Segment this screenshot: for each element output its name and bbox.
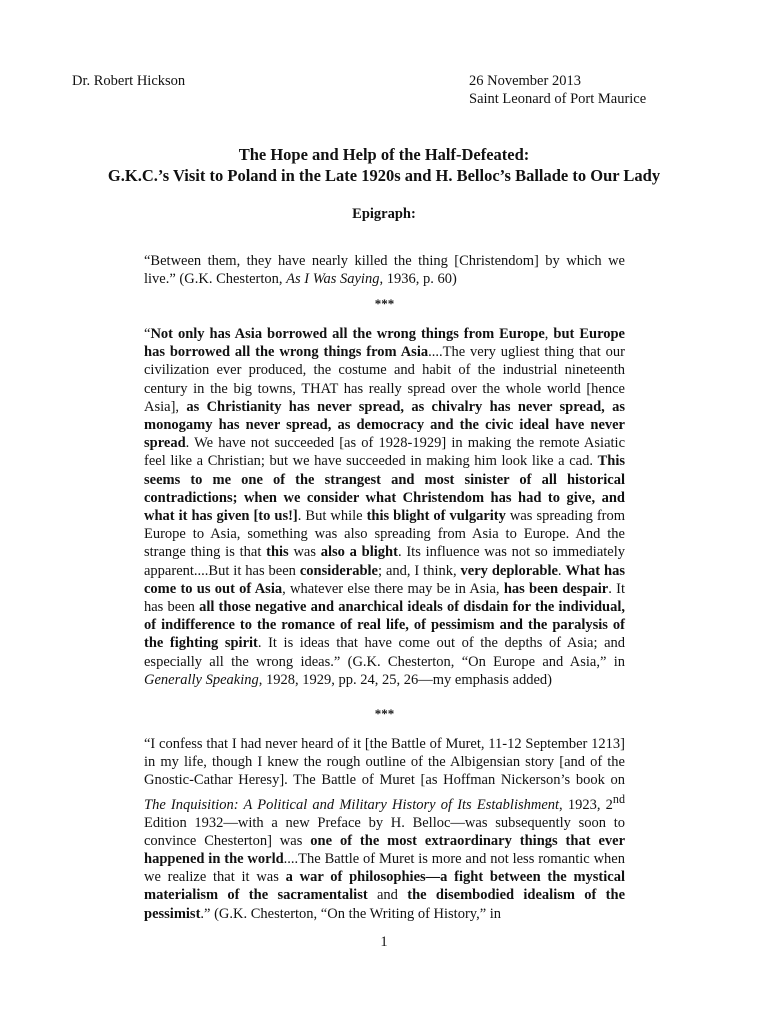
date-block [469,72,646,108]
page-number: 1 [380,934,388,950]
quote-text: , 1936, p. 60) [379,271,457,288]
quote-text: .” (G.K. Chesterton, “On the Writing of History,” in [200,905,502,922]
quote-text: , 1923, 2 [559,796,613,813]
emphasis-text: but Europe has borrowed all the wrong things from Asia [144,326,625,361]
quote-text: . [557,562,566,579]
quote-text: Edition 1932—with a new Preface by H. Belloc—was subsequently soon to convince Chesterton] was [144,814,625,849]
section-separator: *** [374,296,395,311]
emphasis-text: all those negative and anarchical ideals of disdain for the individual, of indifference to the romance of real life, of pessimism and the paralysis of the fighting spirit [144,599,625,652]
author-name: Dr. Robert Hickson [72,73,186,89]
epigraph-quote-3 [144,735,625,923]
quote-text: , 1928, 1929, pp. 24, 25, 26—my emphasis added) [258,671,552,688]
quote-text: “Between them, they have nearly killed the thing [Christendom] by which we live.” (G.K. Chesterton, [144,253,625,288]
emphasis-text: Not only has Asia borrowed all the wrong things from Europe [150,326,545,342]
quote-text: , whatever else there may be in Asia, [282,580,504,597]
emphasis-text: one of the most extraordinary things that ever happened in the world [144,832,626,868]
book-title: As I Was Saying [286,271,380,288]
emphasis-text: this blight of vulgarity [366,508,506,525]
emphasis-text: the disembodied idealism of the pessimist [144,887,626,922]
quote-text: , [544,326,554,342]
quote-text: ....The very ugliest thing that our civilization ever produced, the costume and habit of the industrial nineteenth century in the big towns, THAT has really spread over the whole world [hence Asia], [144,344,625,415]
emphasis-text: has been despair [503,580,609,597]
emphasis-text: a war of philosophies—a fight between the mystical materialism of the sacramentalist [144,869,625,904]
section-separator: *** [374,706,395,721]
book-title: Generally Speaking [144,671,259,688]
document-date: 26 November 2013 [469,73,581,89]
emphasis-text: What has come to us out of Asia [144,562,625,597]
epigraph-heading: Epigraph: [352,206,416,222]
quote-text: . We have not succeeded [as of 1928-1929] in making the remote Asiatic feel like a Christian; but we have succeeded in making him look like a cad. [144,435,625,470]
ordinal-superscript: nd [612,791,625,806]
epigraph-quote-2 [144,325,625,689]
document-header [72,72,696,112]
emphasis-text: considerable [299,562,378,579]
emphasis-text: very deplorable [460,562,558,579]
book-title: The Inquisition: A Political and Military History of Its Establishment [144,796,560,813]
quote-text: ; and, I think, [377,562,461,579]
quote-text: . It is ideas that have come out of the depths of Asia; and especially all the wrong ideas.” (G.K. Chesterton, “On Europe and Asia,” in [144,635,626,670]
quote-text: . But while [297,508,367,525]
quote-text: ....The Battle of Muret is more and not less romantic when we realize that it was [144,851,625,886]
title-line-2: G.K.C.’s Visit to Poland in the Late 1920s and H. Belloc’s Ballade to Our Lady [107,166,661,185]
epigraph-quote-1 [144,252,625,288]
title-line-1: The Hope and Help of the Half-Defeated: [238,145,530,164]
quote-text: . Its influence was not so immediately apparent....But it has been [144,544,625,579]
quote-text: “ [144,326,151,342]
document-title [40,144,728,186]
quote-text: and [367,887,408,904]
quote-text: “I confess that I had never heard of it [the Battle of Muret, 11-12 September 1213] in my life, though I knew the rough outline of the Albigensian story [and of the Gnostic-Cathar Heresy]. The Battle of Muret [as Hoffman Nickerson’s book on [144,736,625,789]
emphasis-text: also a blight [320,544,398,561]
quote-text: was [288,544,321,561]
emphasis-text: as Christianity has never spread, as chivalry has never spread, as monogamy has never spread, as democracy and the civic ideal have never spread [144,398,625,452]
quote-text: . It has been [144,580,625,616]
emphasis-text: this [266,544,289,561]
quote-text: was spreading from Europe to Asia, something was also spreading from Asia to Europe. And the strange thing is that [144,508,626,561]
emphasis-text: This seems to me one of the strangest and most sinister of all historical contradictions; when we consider what Christendom has had to give, and what it has given [to us!] [144,453,625,525]
feast-day: Saint Leonard of Port Maurice [469,91,647,107]
